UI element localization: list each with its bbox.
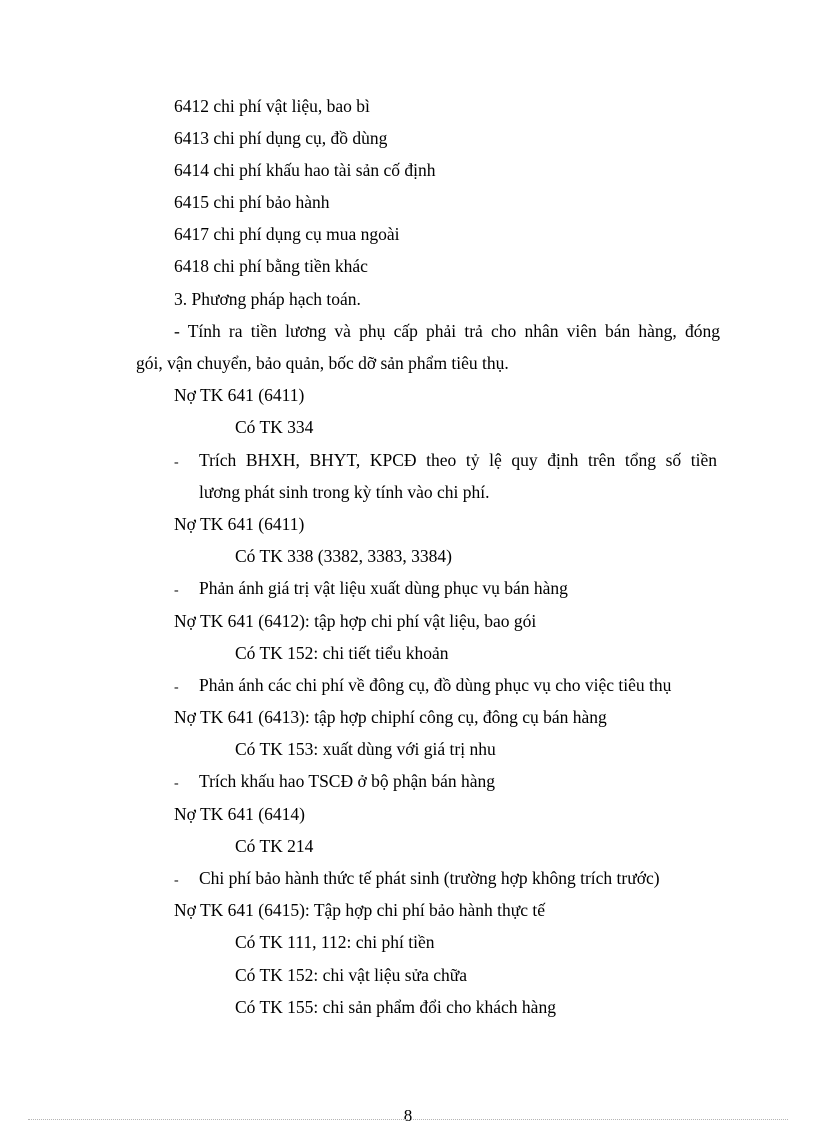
bullet-marker: - — [174, 680, 179, 695]
bullet-marker: - — [174, 455, 179, 470]
paragraph-line: gói, vận chuyển, bảo quản, bốc dỡ sản phẩm tiêu thụ. — [136, 353, 509, 373]
debit-entry: Nợ TK 641 (6411) — [174, 514, 305, 534]
account-6417-line: 6417 chi phí dụng cụ mua ngoài — [174, 224, 400, 244]
bullet-text: Trích BHXH, BHYT, KPCĐ theo tỷ lệ quy định trên tổng số tiền — [199, 450, 717, 470]
credit-entry: Có TK 338 (3382, 3383, 3384) — [235, 546, 452, 566]
debit-entry: Nợ TK 641 (6413): tập hợp chiphí công cụ, đông cụ bán hàng — [174, 707, 607, 727]
account-6414-line: 6414 chi phí khấu hao tài sản cố định — [174, 160, 436, 180]
credit-entry: Có TK 152: chi tiết tiểu khoản — [235, 643, 449, 663]
account-6415-line: 6415 chi phí bảo hành — [174, 192, 330, 212]
debit-entry: Nợ TK 641 (6415): Tập hợp chi phí bảo hành thực tế — [174, 900, 545, 920]
paragraph-line: - Tính ra tiền lương và phụ cấp phải trả cho nhân viên bán hàng, đóng — [174, 321, 720, 341]
bullet-text: Phản ánh các chi phí về đông cụ, đồ dùng phục vụ cho việc tiêu thụ — [199, 675, 672, 695]
debit-entry: Nợ TK 641 (6411) — [174, 385, 305, 405]
debit-entry: Nợ TK 641 (6414) — [174, 804, 305, 824]
bullet-text: Trích khấu hao TSCĐ ở bộ phận bán hàng — [199, 771, 496, 791]
bullet-marker: - — [174, 776, 179, 791]
footer-divider — [28, 1119, 788, 1120]
account-6418-line: 6418 chi phí bằng tiền khác — [174, 256, 368, 276]
credit-entry: Có TK 214 — [235, 836, 314, 856]
credit-entry: Có TK 111, 112: chi phí tiền — [235, 932, 435, 952]
bullet-text: Phản ánh giá trị vật liệu xuất dùng phục vụ bán hàng — [199, 578, 568, 598]
credit-entry: Có TK 152: chi vật liệu sửa chữa — [235, 965, 468, 985]
bullet-text: Chi phí bảo hành thức tế phát sinh (trường hợp không trích trước) — [199, 868, 660, 888]
section-heading: 3. Phương pháp hạch toán. — [174, 289, 361, 309]
bullet-marker: - — [174, 583, 179, 598]
credit-entry: Có TK 334 — [235, 417, 314, 437]
bullet-marker: - — [174, 873, 179, 888]
credit-entry: Có TK 153: xuất dùng với giá trị nhu — [235, 739, 496, 759]
page-number: 8 — [403, 1106, 413, 1125]
account-6413-line: 6413 chi phí dụng cụ, đồ dùng — [174, 128, 388, 148]
account-6412-line: 6412 chi phí vật liệu, bao bì — [174, 96, 370, 116]
credit-entry: Có TK 155: chi sản phẩm đổi cho khách hàng — [235, 997, 556, 1017]
bullet-text: lương phát sinh trong kỳ tính vào chi phí. — [199, 482, 490, 502]
debit-entry: Nợ TK 641 (6412): tập hợp chi phí vật liệu, bao gói — [174, 611, 537, 631]
